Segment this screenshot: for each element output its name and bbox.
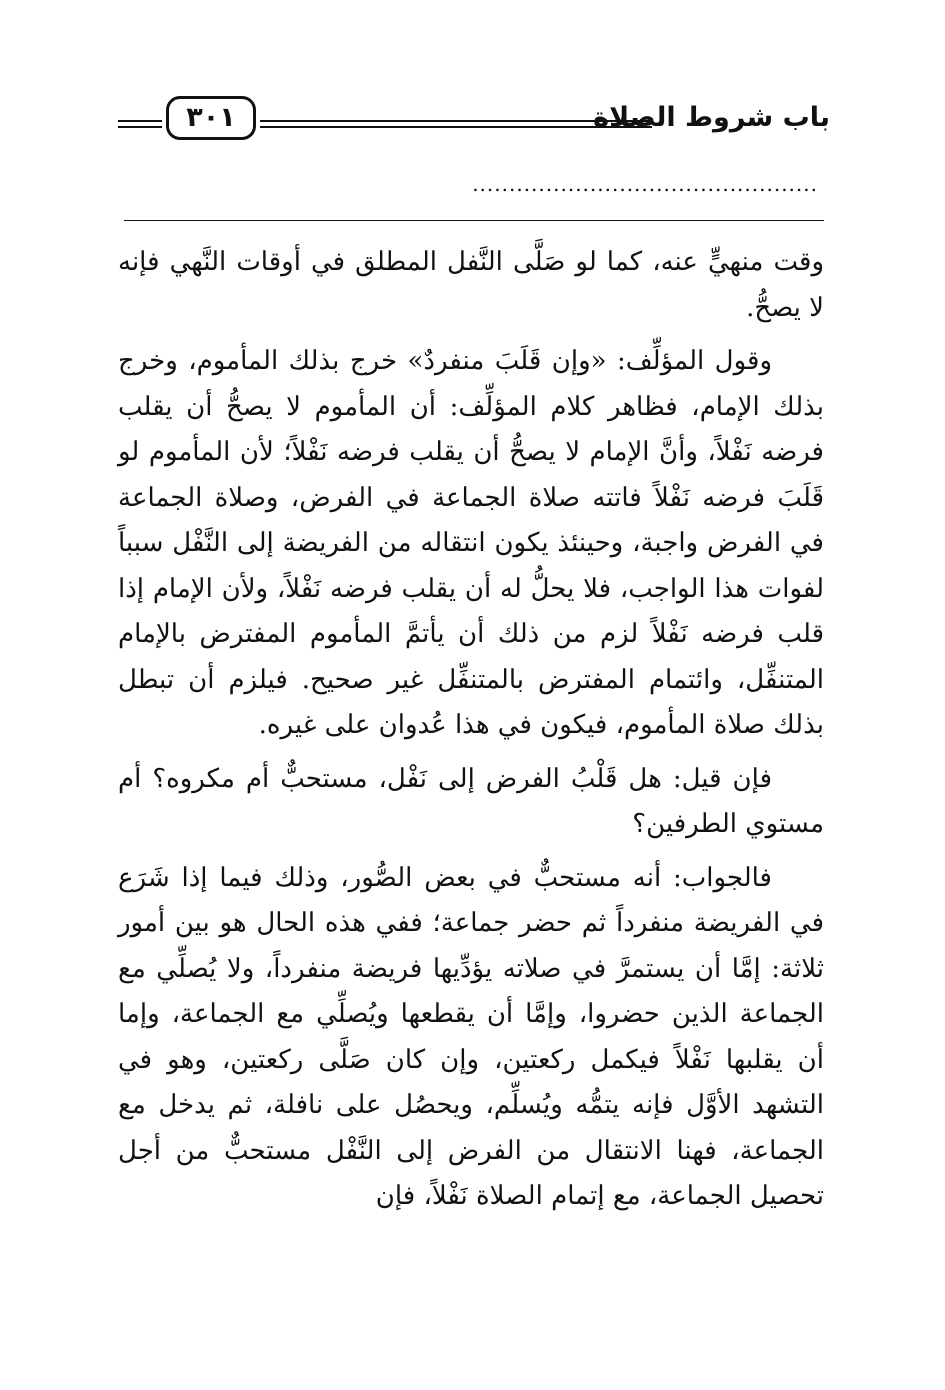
ellipsis-dots: ............................................... <box>472 172 818 192</box>
paragraph: وقت منهيٍّ عنه، كما لو صَلَّى النَّفل المطلق في أوقات النَّهي فإنه لا يصحُّ. <box>118 247 824 323</box>
page-header <box>118 92 830 154</box>
header-rule-upper-left <box>118 120 162 122</box>
header-rule-lower-right <box>260 126 652 128</box>
page-number: ٣٠١ <box>166 96 256 140</box>
paragraph: فالجواب: أنه مستحبٌّ في بعض الصُّور، وذلك فيما إذا شَرَع في الفريضة منفرداً ثم حضر جماعة؛ ففي هذه الحال هو بين أمور ثلاثة: إمَّا أن يستمرَّ في صلاته يؤدِّيها فريضة منفرداً، ولا يُصلِّي مع الجماعة الذين حضروا، وإمَّا أن يقطعها ويُصلِّي مع الجماعة، وإما أن يقلبها نَفْلاً فيكمل ركعتين، وإن كان صَلَّى ركعتين، وهو في التشهد الأوَّل فإنه يتمُّه ويُسلِّم، ويحصُل على نافلة، ثم يدخل مع الجماعة، فهنا الانتقال من الفرض إلى النَّفْل مستحبٌّ من أجل تحصيل الجماعة، مع إتمام الصلاة نَفْلاً، فإن <box>118 862 824 1211</box>
header-rule-upper-right <box>260 120 652 122</box>
paragraph: فإن قيل: هل قَلْبُ الفرض إلى نَفْل، مستحبٌّ أم مكروه؟ أم مستوي الطرفين؟ <box>118 763 824 839</box>
header-rule-lower-left <box>118 126 162 128</box>
paragraph: وقول المؤلِّف: «وإن قَلَبَ منفردٌ» خرج بذلك المأموم، وخرج بذلك الإمام، فظاهر كلام المؤلِّف: أن المأموم لا يصحُّ أن يقلب فرضه نَفْلاً، وأنَّ الإمام لا يصحُّ أن يقلب فرضه نَفْلاً؛ لأن المأموم لو قَلَبَ فرضه نَفْلاً فاتته صلاة الجماعة في الفرض، وصلاة الجماعة في الفرض واجبة، وحينئذ يكون انتقاله من الفريضة إلى النَّفْل سبباً لفوات هذا الواجب، فلا يحلُّ له أن يقلب فرضه نَفْلاً، ولأن الإمام إذا قلب فرضه نَفْلاً لزم من ذلك أن يأتمَّ المأموم المفترض بالإمام المتنفِّل، وائتمام المفترض بالمتنفِّل غير صحيح. فيلزم أن تبطل بذلك صلاة المأموم، فيكون في هذا عُدوان على غيره. <box>118 346 824 740</box>
body-text <box>118 240 824 1228</box>
chapter-title: باب شروط الصلاة <box>593 102 830 133</box>
header-separator <box>124 220 824 221</box>
